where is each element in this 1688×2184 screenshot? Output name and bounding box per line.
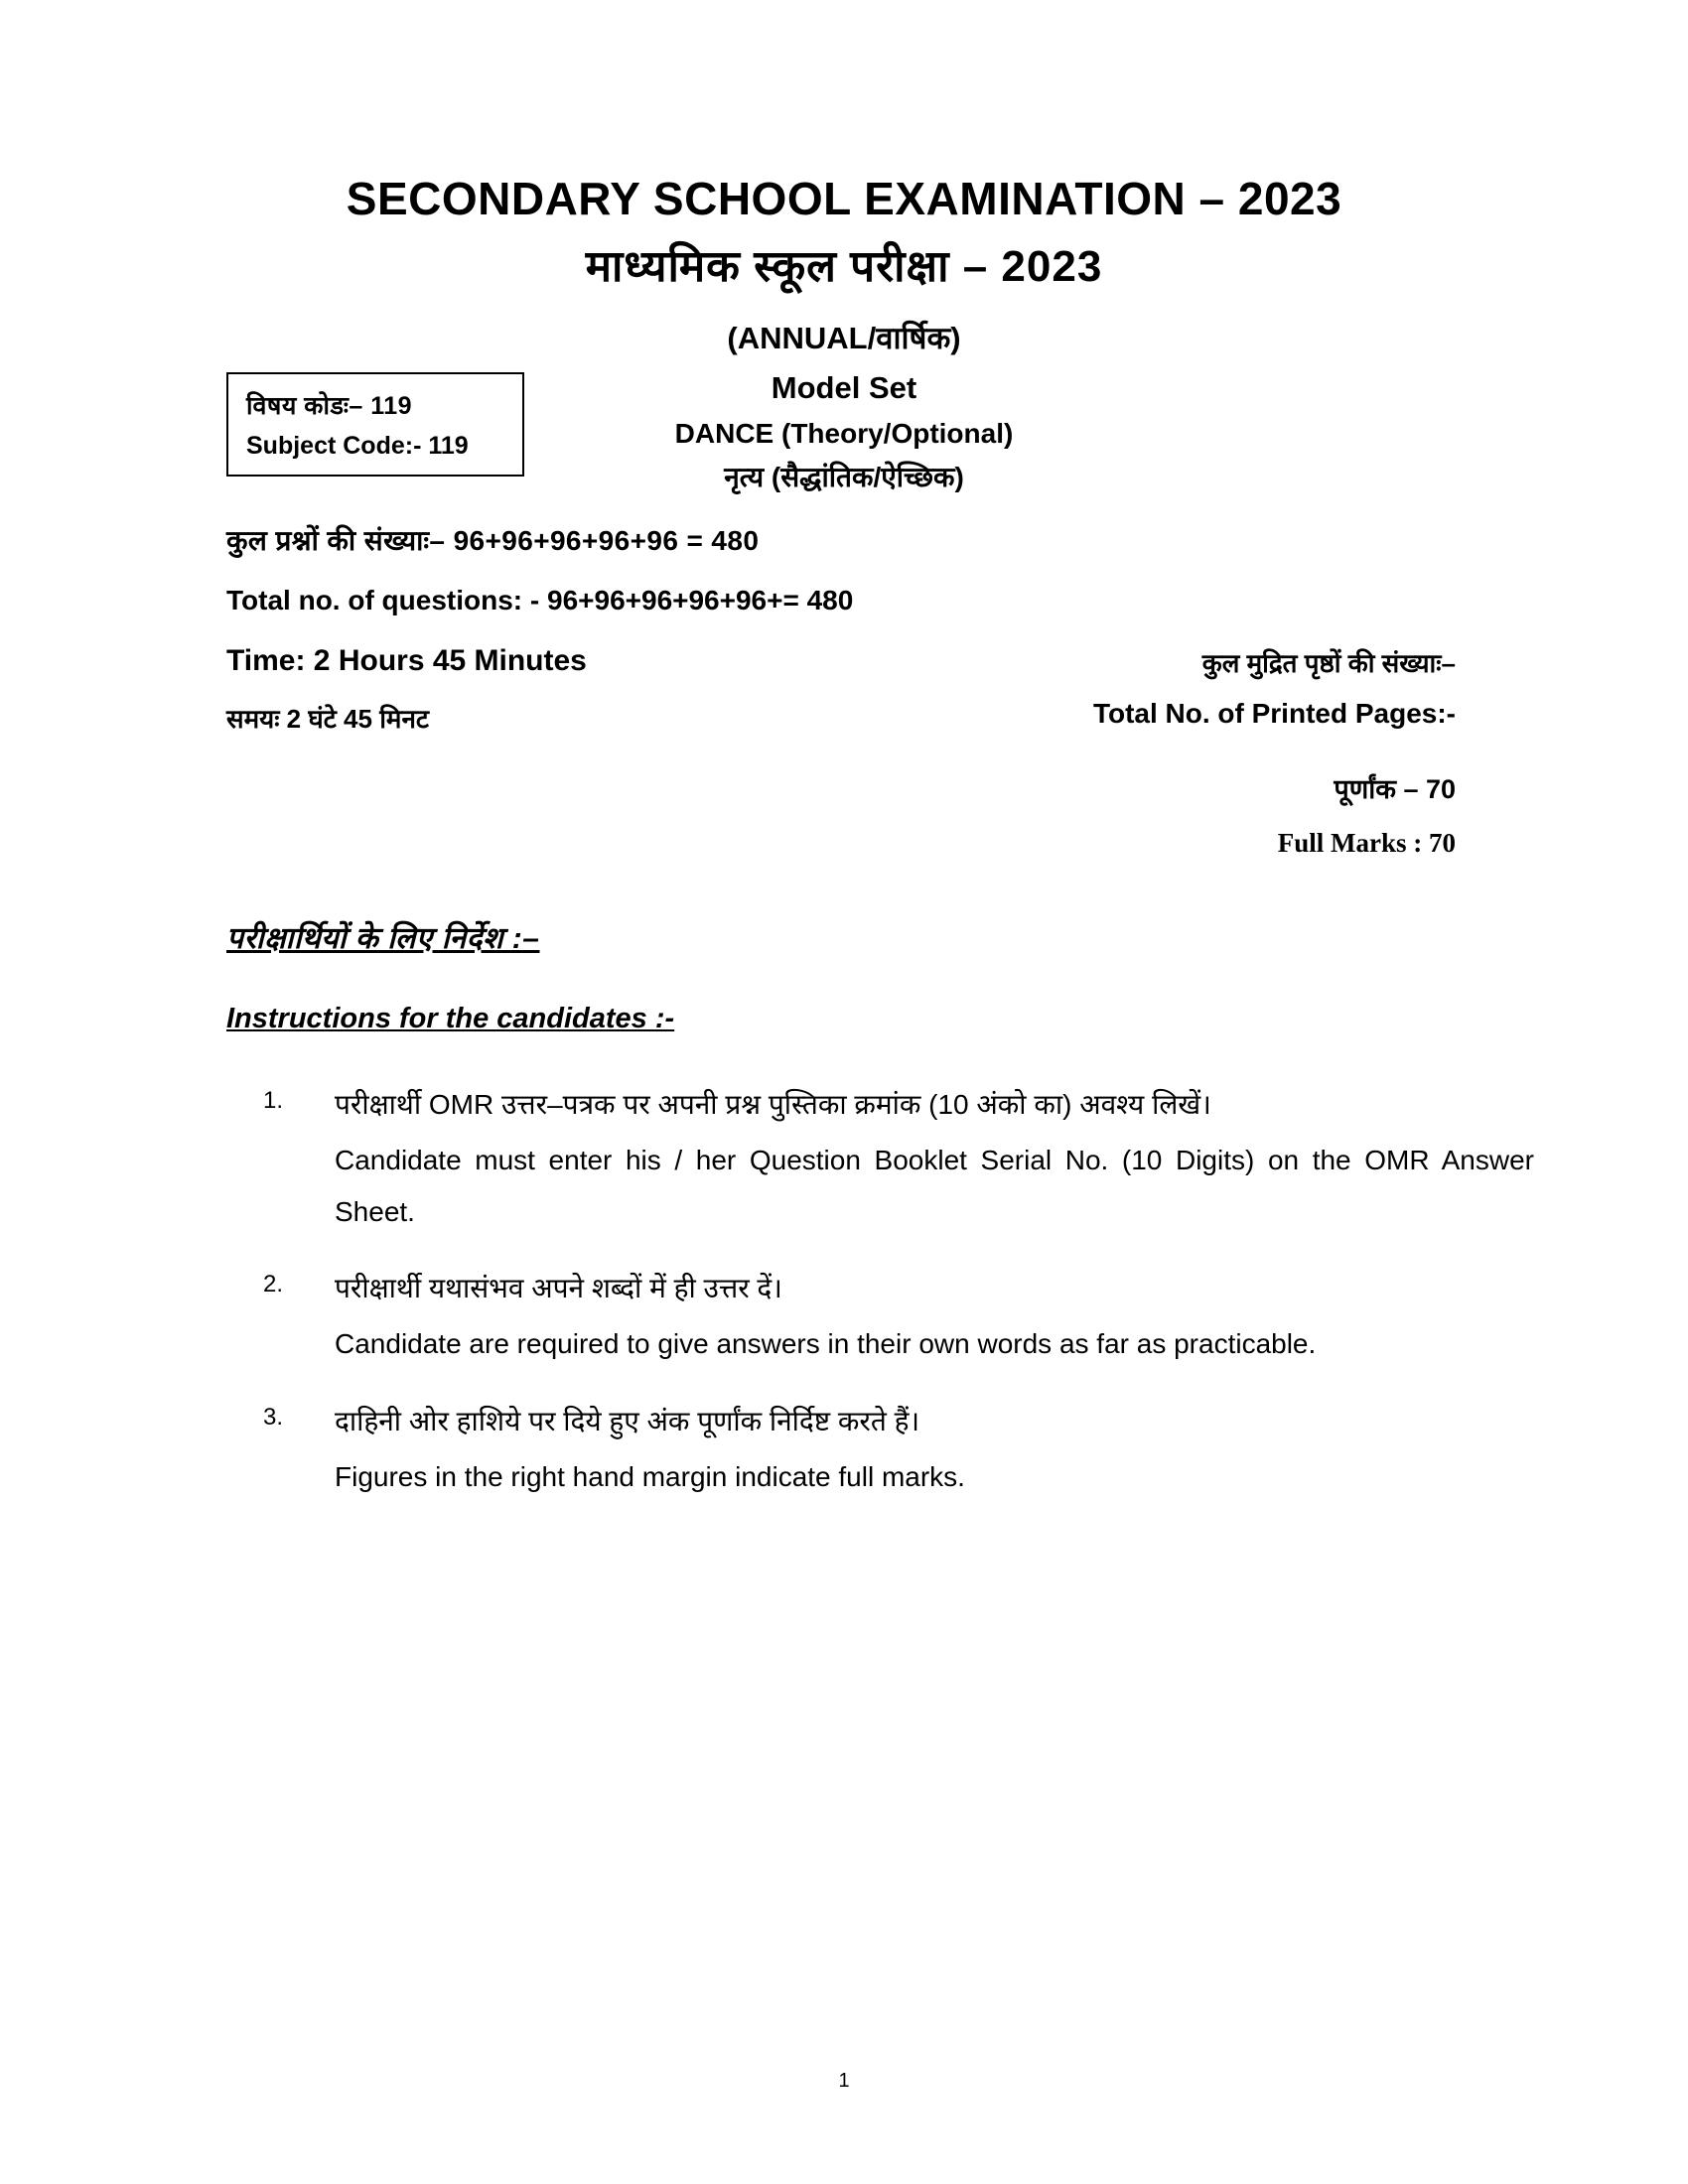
full-marks-english: Full Marks : 70 — [1277, 827, 1456, 858]
list-item-body — [335, 1079, 1534, 1237]
list-item-hindi: परीक्षार्थी OMR उत्तर–पत्रक पर अपनी प्रश्न पुस्तिका क्रमांक (10 अंको का) अवश्य लिखें। — [335, 1088, 1211, 1120]
printed-pages-hindi: कुल मुद्रित पृष्ठों की संख्याः– — [1201, 647, 1456, 678]
page-number: 1 — [838, 2070, 850, 2092]
instructions-list — [0, 1079, 1688, 1503]
instructions-heading-english-text: Instructions for the candidates :- — [226, 1002, 675, 1034]
time-hindi: समयः 2 घंटे 45 मिनट — [226, 703, 430, 734]
list-item — [263, 1396, 1534, 1503]
list-item-number: 1. — [263, 1086, 284, 1114]
list-item — [263, 1079, 1534, 1237]
list-item-english: Figures in the right hand margin indicate full marks. — [335, 1460, 965, 1492]
page-title-hindi: माध्यमिक स्कूल परीक्षा – 2023 — [585, 241, 1103, 291]
page-title-english: SECONDARY SCHOOL EXAMINATION – 2023 — [346, 173, 1342, 224]
exam-type-label: (ANNUAL/वार्षिक) — [727, 321, 961, 356]
list-item-hindi: दाहिनी ओर हाशिये पर दिये हुए अंक पूर्णांक निर्दिष्ट करते हैं। — [335, 1405, 920, 1436]
total-questions-english: Total no. of questions: - 96+96+96+96+96+= 480 — [226, 584, 854, 615]
subject-name-hindi: नृत्य (सैद्धांतिक/ऐच्छिक) — [724, 461, 964, 492]
subject-code-hindi: विषय कोडः– 119 — [246, 392, 413, 420]
instructions-heading-english — [0, 1003, 1688, 1035]
pages-and-marks-block — [1093, 644, 1462, 859]
list-item-body — [335, 1396, 1534, 1503]
list-item-body — [335, 1263, 1534, 1370]
list-item-number: 2. — [263, 1271, 284, 1298]
list-item-english: Candidate are required to give answers in their own words as far as practicable. — [335, 1328, 1317, 1360]
list-item — [263, 1263, 1534, 1370]
subject-code-english: Subject Code:- 119 — [246, 432, 469, 460]
model-set-label: Model Set — [771, 369, 917, 405]
list-item-hindi: परीक्षार्थी यथासंभव अपने शब्दों में ही उत्तर दें। — [335, 1273, 782, 1304]
time-english: Time: 2 Hours 45 Minutes — [226, 643, 587, 677]
total-questions-hindi: कुल प्रश्नों की संख्याः– 96+96+96+96+96 = 480 — [226, 524, 760, 556]
printed-pages-english: Total No. of Printed Pages:- — [1092, 697, 1456, 729]
list-item-english: Candidate must enter his / her Question Booklet Serial No. (10 Digits) on the OMR Answer Sheet. — [335, 1144, 1534, 1227]
instructions-heading-hindi-text: परीक्षार्थियों के लिए निर्देश :– — [226, 921, 540, 955]
instructions-heading-hindi — [0, 916, 1688, 957]
time-and-pages-row — [226, 644, 1462, 859]
subject-code-box — [226, 372, 524, 477]
exam-info-section — [0, 521, 1688, 859]
full-marks-hindi: पूर्णांक – 70 — [1334, 773, 1456, 804]
time-block — [226, 644, 587, 736]
list-item-number: 3. — [263, 1403, 284, 1431]
subject-name-english: DANCE (Theory/Optional) — [674, 417, 1014, 449]
